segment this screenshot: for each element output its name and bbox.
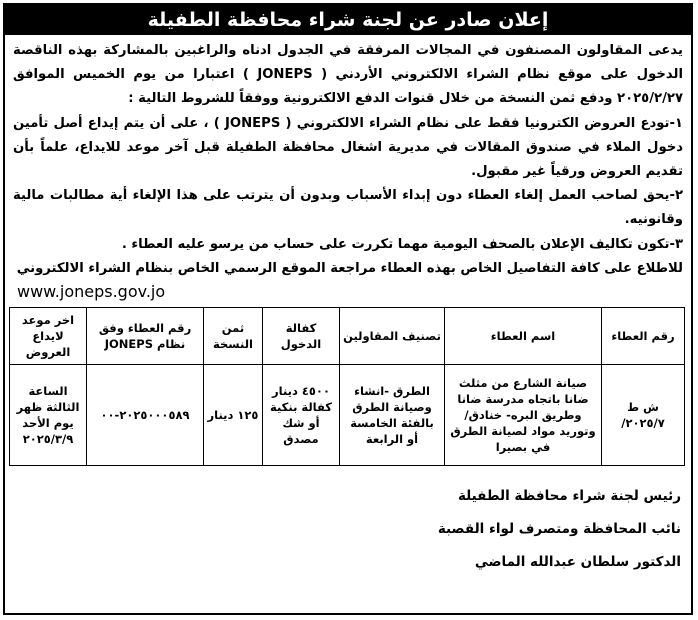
cell-bid-bond: ٤٥٠٠ دينار كفالة بنكية أو شك مصدق	[263, 365, 340, 466]
cell-tender-number: ش ط ٢٠٢٥/٧/	[602, 365, 685, 466]
tender-table	[9, 307, 685, 466]
details-note: للاطلاع على كافة التفاصيل الخاص بهذه العطاء مراجعة الموقع الرسمي الخاص بنظام الشراء الالكتروني	[16, 260, 683, 276]
col-deadline: اخر موعد لايداع العروض	[10, 308, 87, 365]
cell-joneps-number: ٢٠٢٥٠٠٠٥٨٩-٠٠	[87, 365, 204, 466]
announcement-title: إعلان صادر عن لجنة شراء محافظة الطفيلة	[5, 5, 691, 35]
col-tender-number: رقم العطاء	[602, 308, 685, 365]
col-bid-bond: كفالة الدخول	[263, 308, 340, 365]
col-copy-price: ثمن النسخة	[204, 308, 263, 365]
cell-tender-name: صيانة الشارع من مثلث ضانا باتجاه مدرسة ضانا وطريق البره- خنادق/ وتوريد مواد لصيانة الطرق في بصيرا	[445, 365, 602, 466]
col-contractor-class: تصنيف المقاولين	[340, 308, 445, 365]
condition-2: ٢-يحق لصاحب العمل إلغاء العطاء دون إبداء الأسباب وبدون أن يترتب على هذا الإلغاء أية مطالبات مالية وقانونيه.	[13, 188, 683, 228]
condition-1: ١-تودع العروض الكترونيا فقط على نظام الشراء الالكتروني ( JONEPS ) ، على أن يتم إيداع أصل تأمين دخول الملاء في صندوق المقالات في مديرية اشغال محافظة الطفيلة قبل آخر موعد للايداع، علماً بأن تقديم العروض ورقياً غير مقبول.	[13, 115, 683, 180]
signature-line-1: رئيس لجنة شراء محافظة الطفيلة	[457, 488, 681, 505]
col-tender-name: اسم العطاء	[445, 308, 602, 365]
table-row	[10, 365, 685, 466]
cell-deadline: الساعة الثالثة ظهر يوم الأحد ٢٠٢٥/٣/٩	[10, 365, 87, 466]
intro-paragraph: يدعى المقاولون المصنفون في المجالات المرفقة في الجدول ادناه والراغبين بالمشاركة بهذه الناقصة الدخول على موقع نظام الشراء الالكتروني الأردني ( JONEPS ) اعتبارا من يوم الخميس الموافق ٢٠٢٥/٢/٢٧ ودفع ثمن النسخة من خلال قنوات الدفع الالكترونية ووفقاً للشروط التالية :	[13, 43, 683, 107]
website-link[interactable]: www.joneps.gov.jo	[17, 282, 166, 302]
announcement-frame	[3, 3, 693, 615]
signature-line-3: الدكتور سلطان عبدالله الماضي	[474, 554, 681, 571]
signature-block	[5, 466, 691, 579]
cell-contractor-class: الطرق -انشاء وصيانة الطرق بالفئة الخامسة أو الرابعة	[340, 365, 445, 466]
cell-copy-price: ١٢٥ دينار	[204, 365, 263, 466]
col-joneps-number: رقم العطاء وفق نظام JONEPS	[87, 308, 204, 365]
condition-3: ٣-تكون تكاليف الإعلان بالصحف اليومية مهما تكررت على حساب من يرسو عليه العطاء .	[121, 236, 683, 252]
announcement-body	[5, 35, 691, 303]
signature-line-2: نائب المحافظة ومتصرف لواء القصبة	[437, 521, 681, 538]
table-header-row	[10, 308, 685, 365]
